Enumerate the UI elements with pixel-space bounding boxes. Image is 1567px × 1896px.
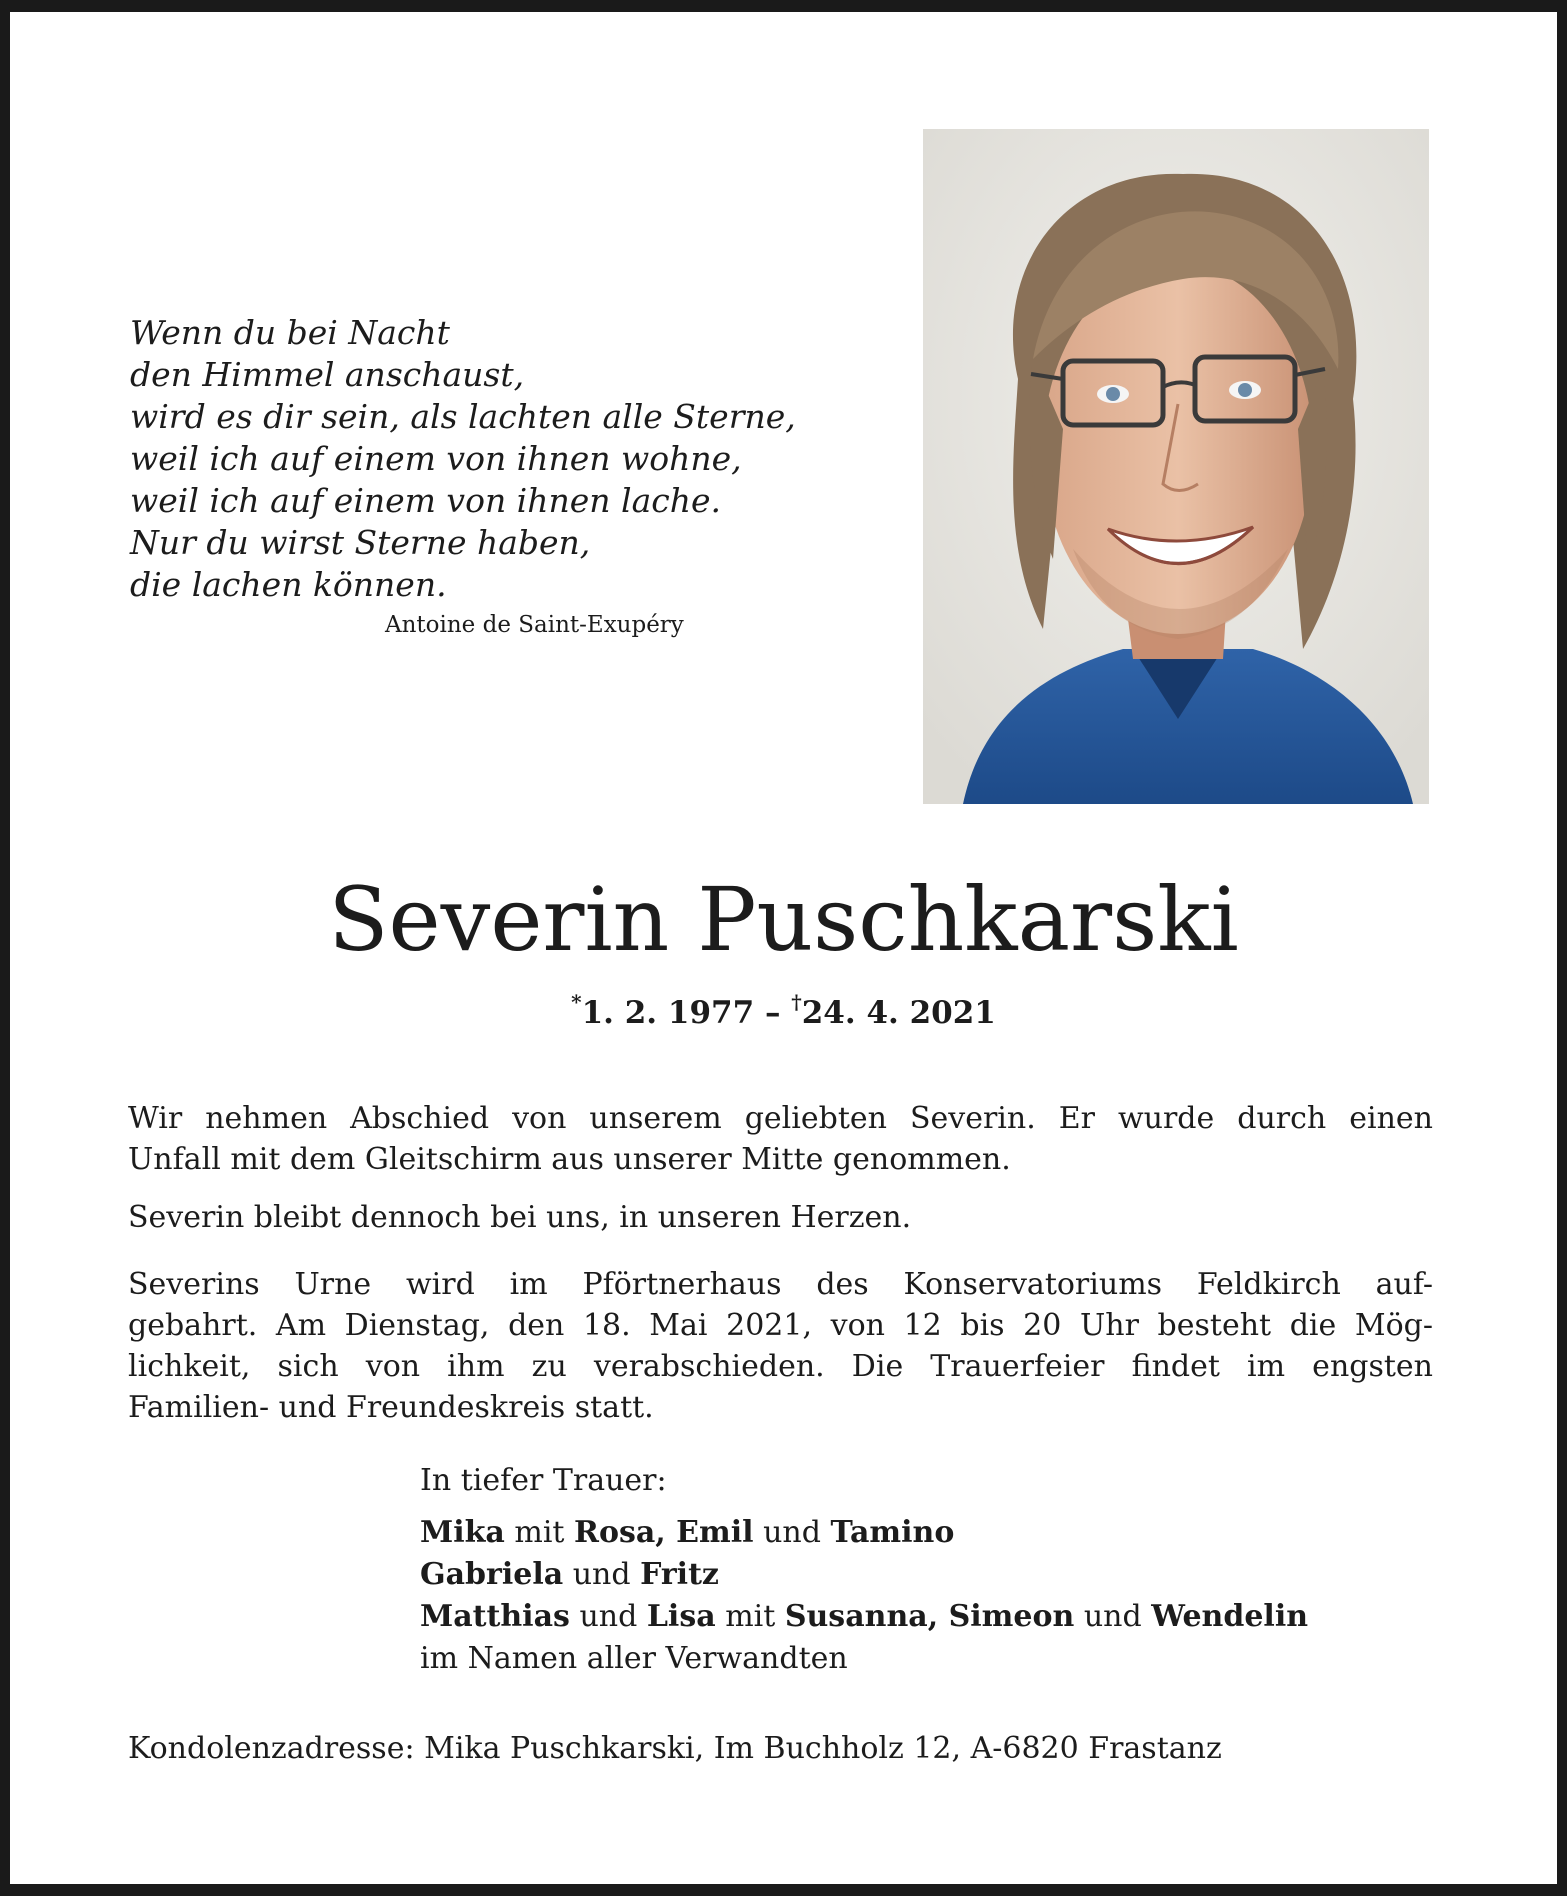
- text-line: Severins Urne wird im Pförtnerhaus des Konservatoriums Feldkirch auf-: [128, 1267, 1433, 1302]
- mourners-block: [420, 1460, 1308, 1680]
- date-separator: –: [754, 995, 792, 1031]
- paragraph-farewell: [128, 1098, 1433, 1180]
- mourner-connector: und: [753, 1515, 831, 1550]
- mourner-name: Matthias: [420, 1599, 570, 1634]
- mourner-name: Wendelin: [1151, 1599, 1309, 1634]
- text-line: gebahrt. Am Dienstag, den 18. Mai 2021, von 12 bis 20 Uhr besteht die Mög-: [128, 1308, 1433, 1343]
- text-line: Wir nehmen Abschied von unserem geliebten Severin. Er wurde durch einen: [128, 1101, 1433, 1136]
- mourner-name: Susanna, Simeon: [784, 1599, 1075, 1634]
- mourner-name: Rosa, Emil: [574, 1515, 754, 1550]
- life-dates: [10, 990, 1557, 1032]
- mourners-heading: In tiefer Trauer:: [420, 1463, 667, 1498]
- poem-line: weil ich auf einem von ihnen lache.: [130, 481, 722, 520]
- condolence-address: Kondolenzadresse: Mika Puschkarski, Im Buchholz 12, A-6820 Frastanz: [128, 1731, 1222, 1766]
- poem: [130, 312, 796, 606]
- poem-line: den Himmel anschaust,: [130, 355, 525, 394]
- text-line: Severin bleibt dennoch bei uns, in unseren Herzen.: [128, 1200, 912, 1235]
- mourner-connector: mit: [504, 1515, 575, 1550]
- poem-line: wird es dir sein, als lachten alle Sterne,: [130, 397, 796, 436]
- mourner-connector: und: [1074, 1599, 1152, 1634]
- mourner-name: Mika: [420, 1515, 505, 1550]
- mourner-name: Tamino: [830, 1515, 955, 1550]
- mourner-connector: mit: [715, 1599, 785, 1634]
- mourner-connector: und: [569, 1599, 647, 1634]
- poem-line: Nur du wirst Sterne haben,: [130, 523, 591, 562]
- poem-line: Wenn du bei Nacht: [130, 313, 450, 352]
- portrait-photo: [923, 129, 1429, 804]
- text-line: lichkeit, sich von ihm zu verabschieden. Die Trauerfeier findet im engsten: [128, 1349, 1433, 1384]
- portrait-illustration: [923, 129, 1429, 804]
- mourner-name: Gabriela: [420, 1557, 564, 1592]
- mourner-name: Fritz: [640, 1557, 719, 1592]
- deceased-name: Severin Puschkarski: [328, 868, 1239, 971]
- mourners-line-3: [420, 1596, 1308, 1638]
- poem-author: Antoine de Saint-Exupéry: [385, 612, 684, 638]
- mourners-line-2: [420, 1554, 1308, 1596]
- mourners-line-1: [420, 1512, 1308, 1554]
- birth-symbol: *: [571, 990, 582, 1014]
- paragraph-hearts: [128, 1197, 1433, 1238]
- poem-line: die lachen können.: [130, 565, 447, 604]
- birth-date: 1. 2. 1977: [581, 995, 755, 1031]
- mourners-closing: im Namen aller Verwandten: [420, 1641, 848, 1676]
- death-symbol: †: [791, 990, 802, 1014]
- death-date: 24. 4. 2021: [801, 995, 996, 1031]
- obituary-page: [10, 12, 1557, 1884]
- mourner-connector: und: [563, 1557, 641, 1592]
- paragraph-urn: [128, 1264, 1433, 1428]
- text-line: Familien- und Freundeskreis statt.: [128, 1390, 654, 1425]
- mourner-name: Lisa: [646, 1599, 716, 1634]
- poem-line: weil ich auf einem von ihnen wohne,: [130, 439, 742, 478]
- text-line: Unfall mit dem Gleitschirm aus unserer Mitte genommen.: [128, 1142, 1011, 1177]
